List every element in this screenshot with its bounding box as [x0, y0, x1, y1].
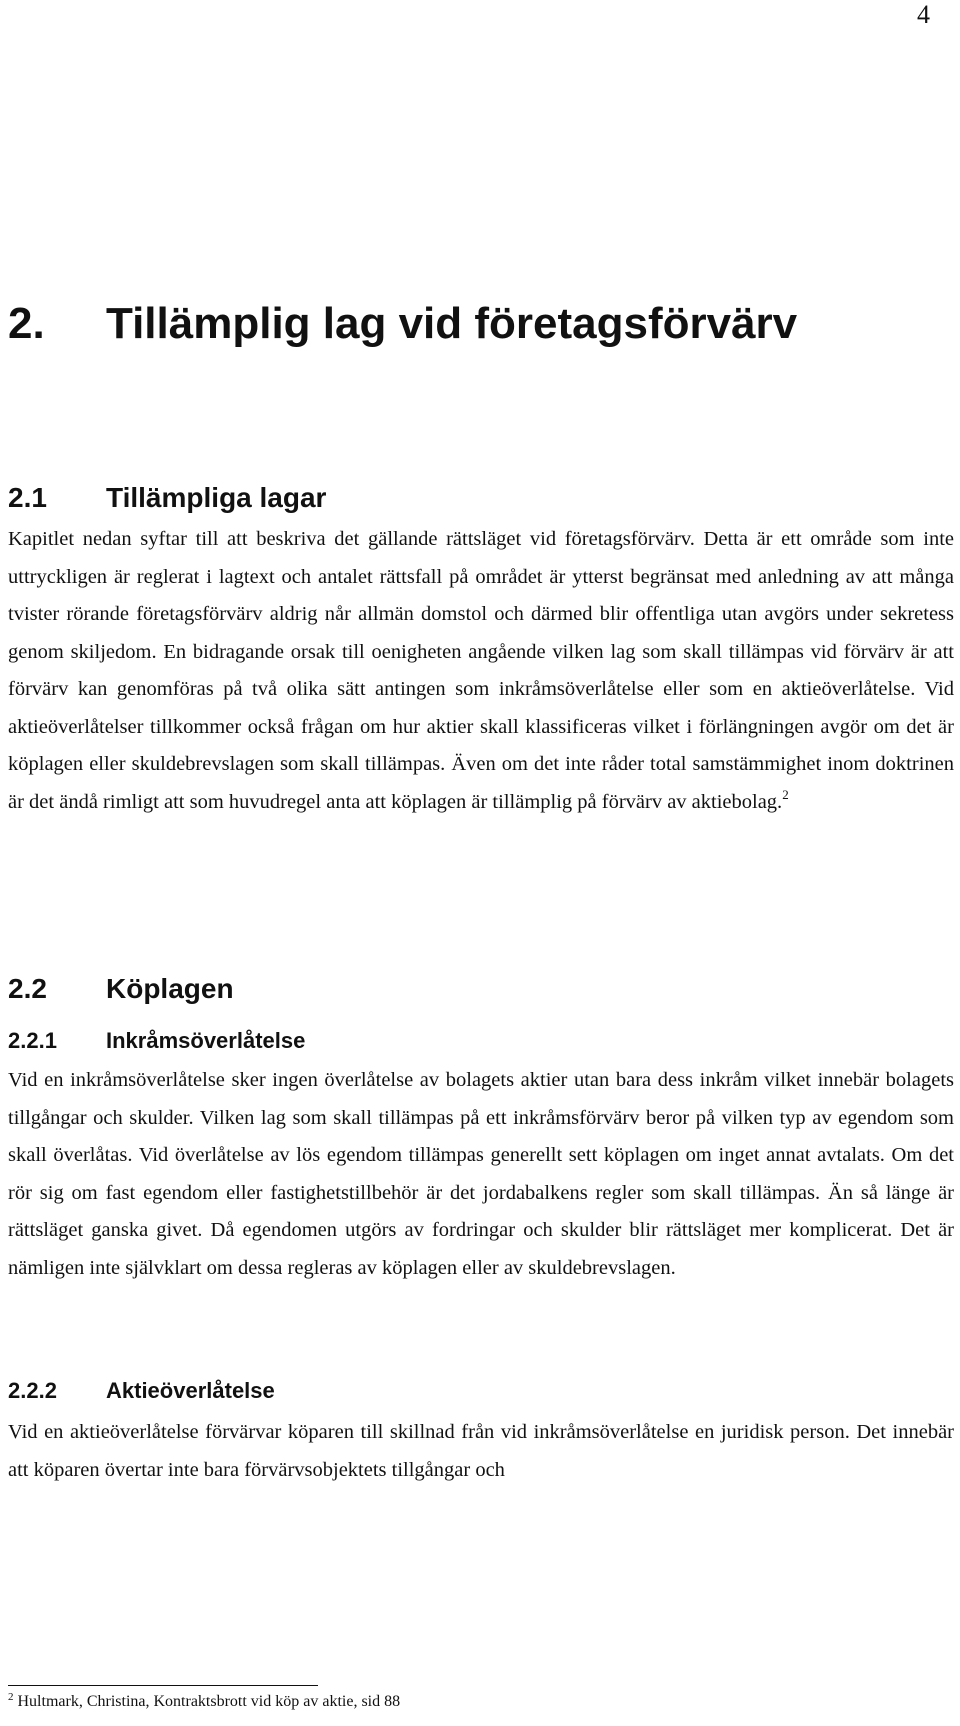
footnote-text: Hultmark, Christina, Kontraktsbrott vid köp av aktie, sid 88: [17, 1693, 401, 1710]
subsection-title: Inkråmsöverlåtelse: [106, 1028, 306, 1053]
section-heading-2-2: [8, 975, 234, 1003]
section-number: 2.2: [8, 973, 47, 1004]
page-number: 4: [917, 0, 930, 29]
footnote-separator: [8, 1685, 318, 1686]
chapter-number: 2.: [8, 299, 45, 348]
subsection-heading-2-2-2: [8, 1380, 275, 1402]
section-title: Köplagen: [106, 973, 234, 1004]
subsection-title: Aktieöverlåtelse: [106, 1378, 275, 1403]
subsection-number: 2.2.1: [8, 1028, 57, 1053]
chapter-heading: [8, 299, 798, 348]
section-2-1-paragraph: [8, 521, 954, 821]
paragraph-text: Kapitlet nedan syftar till att beskriva det gällande rättsläget vid företagsförvärv. Detta är ett område som inte uttryckligen är reglerat i lagtext och antalet rättsfall på området är ytterst begränsat med anledning av att många tvister rörande företagsförvärv aldrig når allmän domstol och därmed blir offentliga utan avgörs under sekretess genom skiljedom. En bidragande orsak till oenigheten angående vilken lag som skall tillämpas vid förvärv är att förvärv kan genomföras på två olika sätt antingen som inkråmsöverlåtelse eller som en aktieöverlåtelse. Vid aktieöverlåtelser tillkommer också frågan om hur aktier skall klassificeras vilket i förlängningen avgör om det är köplagen eller skuldebrevslagen som skall tillämpas. Även om det inte råder total samstämmighet inom doktrinen är det ändå rimligt att som huvudregel anta att köplagen är tillämplig på förvärv av aktiebolag.: [8, 528, 954, 813]
subsection-heading-2-2-1: [8, 1030, 305, 1052]
section-title: Tillämpliga lagar: [106, 482, 327, 513]
chapter-title: Tillämplig lag vid företagsförvärv: [106, 299, 798, 348]
footnote: [8, 1691, 401, 1710]
section-number: 2.1: [8, 482, 47, 513]
footnote-marker: 2: [8, 1691, 14, 1703]
footnote-reference[interactable]: 2: [782, 786, 789, 802]
subsection-number: 2.2.2: [8, 1378, 57, 1403]
section-2-2-1-paragraph: Vid en inkråmsöverlåtelse sker ingen överlåtelse av bolagets aktier utan bara dess inkråm vilket innebär bolagets tillgångar och skulder. Vilken lag som skall tillämpas på ett inkråmsförvärv beror på vilken typ av egendom som skall överlåtas. Vid överlåtelse av lös egendom tillämpas generellt sett köplagen om inget annat avtalats. Om det rör sig om fast egendom eller fastighetstillbehör är det jordabalkens regler som skall tillämpas. Än så länge är rättsläget ganska givet. Då egendomen utgörs av fordringar och skulder blir rättsläget mer komplicerat. Det är nämligen inte självklart om dessa regleras av köplagen eller av skuldebrevslagen.: [8, 1069, 954, 1279]
section-2-2-2-paragraph: Vid en aktieöverlåtelse förvärvar köparen till skillnad från vid inkråmsöverlåtelse en juridisk person. Det innebär att köparen övertar inte bara förvärvsobjektets tillgångar och: [8, 1421, 954, 1481]
section-heading-2-1: [8, 484, 326, 512]
